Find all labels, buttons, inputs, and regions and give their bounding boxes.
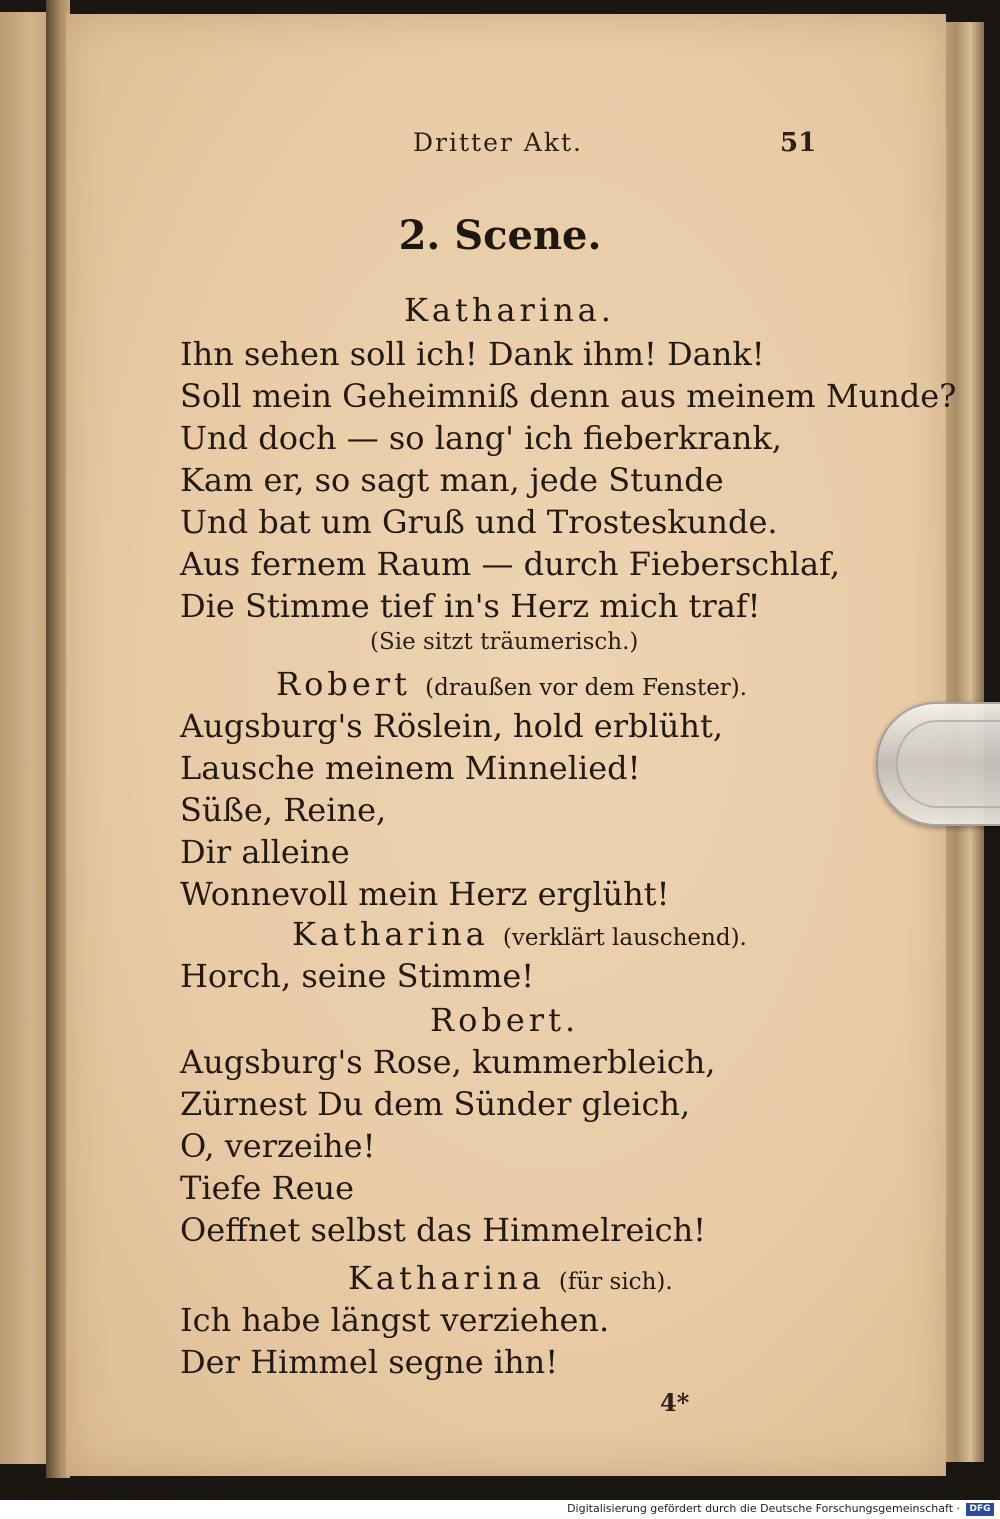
speaker-katharina xyxy=(404,290,615,330)
dfg-logo: DFG xyxy=(966,1503,994,1516)
verse-line: Tiefe Reue xyxy=(180,1169,355,1207)
speaker-katharina xyxy=(292,914,747,958)
stage-direction: (verklärt lauschend). xyxy=(502,925,747,951)
scene-heading: 2. Scene. xyxy=(398,212,602,259)
signature-mark: 4* xyxy=(660,1388,690,1417)
verse-line: Lausche meinem Minnelied! xyxy=(180,749,641,787)
speaker-name: Robert xyxy=(276,665,411,703)
verse-line: Und doch — so lang' ich fieberkrank, xyxy=(180,419,782,457)
speaker-robert xyxy=(276,664,747,708)
verse-line: Horch, seine Stimme! xyxy=(180,957,535,995)
verse-line: Zürnest Du dem Sünder gleich, xyxy=(180,1085,691,1123)
page-clip xyxy=(876,702,1000,826)
verse-line: Aus fernem Raum — durch Fieberschlaf, xyxy=(180,545,840,583)
verse-line: Dir alleine xyxy=(180,833,350,871)
speaker-name: Katharina xyxy=(348,1259,545,1297)
verse-line: Soll mein Geheimniß denn aus meinem Munde? xyxy=(180,377,957,415)
speaker-robert xyxy=(430,1000,579,1040)
verse-line: Wonnevoll mein Herz erglüht! xyxy=(180,875,670,913)
page-number: 51 xyxy=(780,128,817,158)
stage-direction: (Sie sitzt träumerisch.) xyxy=(370,629,639,655)
speaker-name: Katharina xyxy=(292,915,489,953)
speaker-katharina xyxy=(348,1258,673,1302)
verse-line: Ich habe längst verziehen. xyxy=(180,1301,610,1339)
verse-line: Augsburg's Rose, kummerbleich, xyxy=(180,1043,716,1081)
speaker-name: Katharina. xyxy=(404,291,615,329)
verse-line: O, verzeihe! xyxy=(180,1127,376,1165)
stage-direction: (draußen vor dem Fenster). xyxy=(425,675,748,701)
verse-line: Oeffnet selbst das Himmelreich! xyxy=(180,1211,707,1249)
footer-bar xyxy=(0,1500,1000,1519)
verse-line: Und bat um Gruß und Trosteskunde. xyxy=(180,503,778,541)
running-head: Dritter Akt. xyxy=(413,128,583,157)
stage-direction: (für sich). xyxy=(558,1269,673,1295)
verse-line: Die Stimme tief in's Herz mich traf! xyxy=(180,587,761,625)
verse-line: Ihn sehen soll ich! Dank ihm! Dank! xyxy=(180,335,765,373)
footer-credit: Digitalisierung gefördert durch die Deutsche Forschungsgemeinschaft · xyxy=(567,1502,960,1515)
page-clip-inner xyxy=(896,720,1000,808)
verse-line: Süße, Reine, xyxy=(180,791,387,829)
verse-line: Augsburg's Röslein, hold erblüht, xyxy=(180,707,723,745)
speaker-name: Robert. xyxy=(430,1001,580,1039)
verse-line: Kam er, so sagt man, jede Stunde xyxy=(180,461,724,499)
verse-line: Der Himmel segne ihn! xyxy=(180,1343,559,1381)
